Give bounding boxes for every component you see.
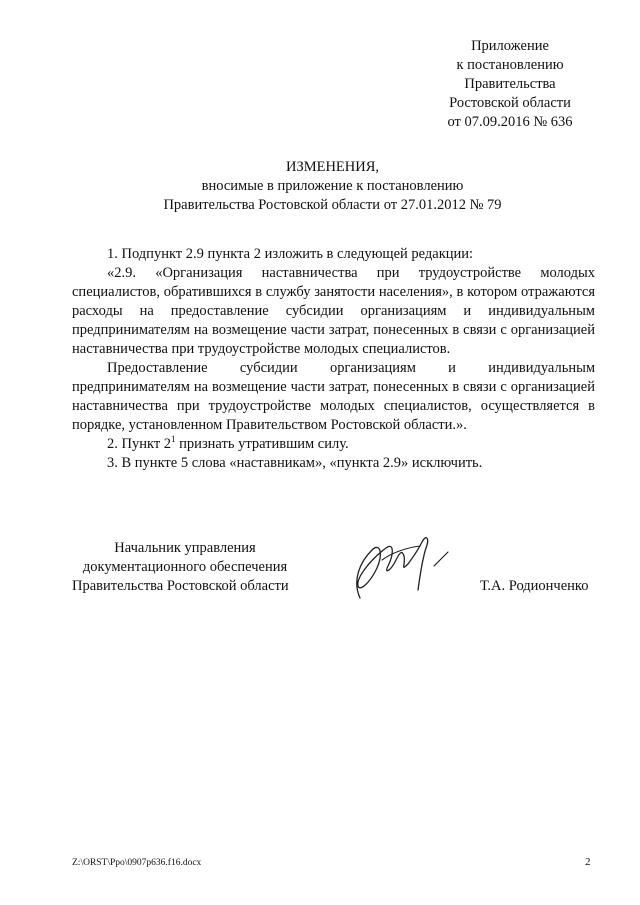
position-line: Правительства Ростовской области bbox=[72, 578, 289, 594]
document-body bbox=[72, 245, 595, 473]
document-subtitle: вносимые в приложение к постановлению bbox=[201, 178, 464, 194]
position-line: Начальник управления bbox=[114, 540, 256, 556]
signatory-position bbox=[60, 539, 310, 596]
annex-line: Приложение bbox=[471, 38, 549, 54]
document-subtitle: Правительства Ростовской области от 27.01.2012 № 79 bbox=[163, 197, 502, 213]
paragraph-text: признать утратившим силу. bbox=[175, 436, 349, 452]
position-line: документационного обеспечения bbox=[82, 559, 288, 575]
document-heading bbox=[60, 158, 605, 215]
paragraph-text: 2. Пункт 2 bbox=[107, 436, 172, 452]
annex-date-number: от 07.09.2016 № 636 bbox=[447, 114, 573, 130]
signatory-name: Т.А. Родионченко bbox=[480, 578, 589, 594]
page-number: 2 bbox=[585, 856, 591, 868]
file-path: Z:\ORST\Ppo\0907p636.f16.docx bbox=[72, 858, 202, 868]
annex-block bbox=[400, 37, 620, 132]
superscript: 1 bbox=[171, 434, 176, 444]
annex-line: Ростовской области bbox=[449, 95, 571, 111]
document-title: ИЗМЕНЕНИЯ, bbox=[285, 159, 380, 175]
paragraph: Предоставление субсидии организациям и индивидуальным предпринимателям на возмещение части затрат, понесенных в связи с организацией наставничества при трудоустройстве молодых специалистов, осуществляется в порядке, установленном Правительством Ростовской области.». bbox=[72, 360, 595, 433]
annex-line: к постановлению bbox=[456, 57, 564, 73]
handwritten-signature bbox=[330, 520, 460, 605]
paragraph: 1. Подпункт 2.9 пункта 2 изложить в следующей редакции: bbox=[107, 246, 474, 262]
paragraph: 3. В пункте 5 слова «наставникам», «пункта 2.9» исключить. bbox=[107, 455, 483, 471]
annex-line: Правительства bbox=[464, 76, 556, 92]
paragraph: «2.9. «Организация наставничества при трудоустройстве молодых специалистов, обратившихся в службу занятости населения», в котором отражаются расходы на предоставление субсидии организациям и индивидуальным предпринимателям на возмещение части затрат, понесенных в связи с организацией наставничества при трудоустройстве молодых специалистов. bbox=[72, 265, 595, 357]
paragraph bbox=[72, 435, 595, 454]
